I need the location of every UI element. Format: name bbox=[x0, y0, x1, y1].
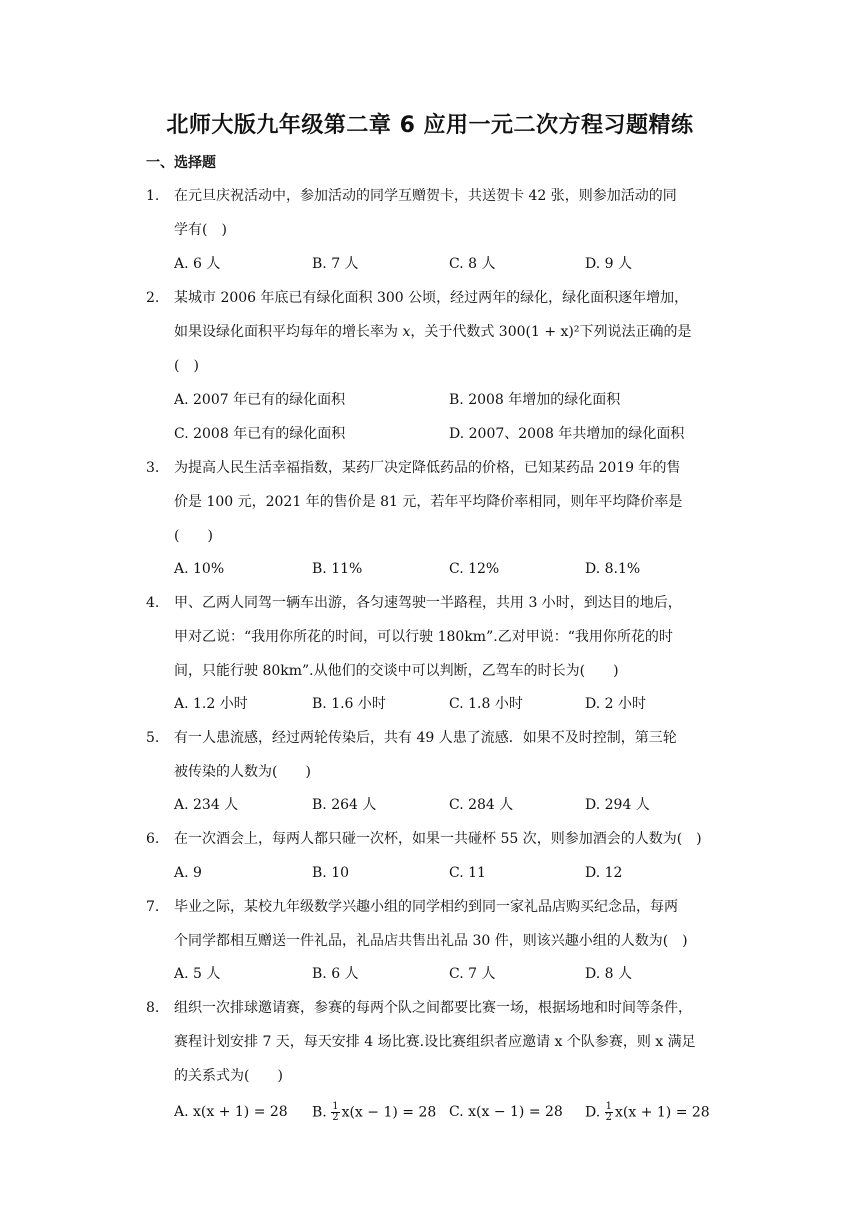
question-3-line-3: ( ) bbox=[174, 528, 213, 544]
question-6-option-d: D. 12 bbox=[585, 865, 623, 881]
question-4-option-a: A. 1.2 小时 bbox=[174, 696, 248, 712]
question-number-2: 2. bbox=[146, 290, 160, 306]
fraction-one-half bbox=[331, 1102, 339, 1123]
question-1-option-b: B. 7 人 bbox=[312, 256, 359, 272]
question-number-5: 5. bbox=[146, 730, 160, 746]
question-4-option-c: C. 1.8 小时 bbox=[449, 696, 523, 712]
question-3-line-1: 为提高人民生活幸福指数，某药厂决定降低药品的价格，已知某药品 2019 年的售 bbox=[174, 460, 681, 476]
question-7-option-c: C. 7 人 bbox=[449, 966, 496, 982]
question-number-4: 4. bbox=[146, 595, 160, 611]
question-8-line-2: 赛程计划安排 7 天，每天安排 4 场比赛.设比赛组织者应邀请 x 个队参赛，则 x 满足 bbox=[174, 1034, 696, 1050]
question-1-option-c: C. 8 人 bbox=[449, 256, 496, 272]
option-b-expression: x(x − 1) = 28 bbox=[341, 1104, 437, 1121]
question-6-option-b: B. 10 bbox=[312, 865, 350, 881]
question-3-option-b: B. 11% bbox=[312, 561, 363, 577]
question-2-line-1: 某城市 2006 年底已有绿化面积 300 公顷，经过两年的绿化，绿化面积逐年增加， bbox=[174, 290, 689, 306]
fraction-one-half bbox=[605, 1102, 613, 1123]
question-4-option-b: B. 1.6 小时 bbox=[312, 696, 386, 712]
document-title: 北师大版九年级第二章 6 应用一元二次方程习题精练 bbox=[166, 113, 694, 138]
question-2-line-2-text-b: ，关于代数式 300(1 + x)²下列说法正确的是 bbox=[410, 324, 692, 340]
question-5-line-2: 被传染的人数为( ) bbox=[174, 764, 311, 780]
question-1-line-2: 学有( ) bbox=[174, 222, 227, 238]
question-8-line-1: 组织一次排球邀请赛，参赛的每两个队之间都要比赛一场，根据场地和时间等条件， bbox=[174, 1000, 692, 1016]
fraction-denominator: 2 bbox=[332, 1112, 339, 1123]
question-7-option-b: B. 6 人 bbox=[312, 966, 359, 982]
question-6-option-a: A. 9 bbox=[174, 865, 202, 881]
question-4-option-d: D. 2 小时 bbox=[585, 696, 646, 712]
fraction-numerator: 1 bbox=[605, 1101, 613, 1112]
question-number-1: 1. bbox=[146, 188, 160, 204]
question-number-3: 3. bbox=[146, 460, 160, 476]
question-3-line-2: 价是 100 元，2021 年的售价是 81 元，若年平均降价率相同，则年平均降价率是 bbox=[174, 494, 683, 510]
option-b-prefix: B. bbox=[312, 1104, 332, 1121]
question-number-6: 6. bbox=[146, 831, 160, 847]
question-2-line-2 bbox=[174, 322, 692, 342]
question-7-line-1: 毕业之际，某校九年级数学兴趣小组的同学相约到同一家礼品店购买纪念品，每两 bbox=[174, 899, 678, 915]
question-1-option-a: A. 6 人 bbox=[174, 256, 221, 272]
question-4-line-3: 间，只能行驶 80km”.从他们的交谈中可以判断，乙驾车的时长为( ) bbox=[174, 663, 619, 679]
question-2-option-d: D. 2007、2008 年共增加的绿化面积 bbox=[449, 426, 685, 442]
question-1-line-1: 在元旦庆祝活动中，参加活动的同学互赠贺卡，共送贺卡 42 张，则参加活动的同 bbox=[174, 188, 677, 204]
question-5-option-b: B. 264 人 bbox=[312, 797, 377, 813]
question-4-line-2: 甲对乙说：“我用你所花的时间，可以行驶 180km”.乙对甲说：“我用你所花的时 bbox=[174, 629, 673, 645]
question-5-option-a: A. 234 人 bbox=[174, 797, 239, 813]
question-8-line-3: 的关系式为( ) bbox=[174, 1068, 283, 1084]
question-7-line-2: 个同学都相互赠送一件礼品，礼品店共售出礼品 30 件，则该兴趣小组的人数为( ) bbox=[174, 933, 688, 949]
variable-x: x bbox=[402, 324, 411, 340]
question-8-option-d bbox=[585, 1102, 710, 1123]
question-number-7: 7. bbox=[146, 899, 160, 915]
question-2-line-3: ( ) bbox=[174, 358, 199, 374]
question-7-option-d: D. 8 人 bbox=[585, 966, 632, 982]
question-5-line-1: 有一人患流感，经过两轮传染后，共有 49 人患了流感．如果不及时控制，第三轮 bbox=[174, 730, 677, 746]
question-3-option-a: A. 10% bbox=[174, 561, 225, 577]
question-4-line-1: 甲、乙两人同驾一辆车出游，各匀速驾驶一半路程，共用 3 小时，到达目的地后， bbox=[174, 595, 682, 611]
question-1-option-d: D. 9 人 bbox=[585, 256, 632, 272]
fraction-numerator: 1 bbox=[332, 1101, 339, 1112]
question-2-option-b: B. 2008 年增加的绿化面积 bbox=[449, 392, 621, 408]
section-heading: 一、选择题 bbox=[146, 155, 216, 171]
question-number-8: 8. bbox=[146, 1000, 160, 1016]
option-d-expression: x(x + 1) = 28 bbox=[615, 1104, 710, 1121]
question-6-option-c: C. 11 bbox=[449, 865, 486, 881]
question-5-option-c: C. 284 人 bbox=[449, 797, 514, 813]
fraction-denominator: 2 bbox=[605, 1112, 613, 1123]
question-3-option-d: D. 8.1% bbox=[585, 561, 641, 577]
question-6-line-1: 在一次酒会上，每两人都只碰一次杯，如果一共碰杯 55 次，则参加酒会的人数为( ) bbox=[174, 831, 702, 847]
question-7-option-a: A. 5 人 bbox=[174, 966, 221, 982]
question-3-option-c: C. 12% bbox=[449, 561, 500, 577]
question-5-option-d: D. 294 人 bbox=[585, 797, 650, 813]
question-8-option-a: A. x(x + 1) = 28 bbox=[174, 1104, 288, 1120]
question-8-option-b bbox=[312, 1102, 436, 1123]
question-2-option-a: A. 2007 年已有的绿化面积 bbox=[174, 392, 346, 408]
option-d-prefix: D. bbox=[585, 1104, 605, 1121]
question-2-line-2-text-a: 如果设绿化面积平均每年的增长率为 bbox=[174, 324, 403, 340]
question-8-option-c: C. x(x − 1) = 28 bbox=[449, 1104, 563, 1120]
question-2-option-c: C. 2008 年已有的绿化面积 bbox=[174, 426, 346, 442]
